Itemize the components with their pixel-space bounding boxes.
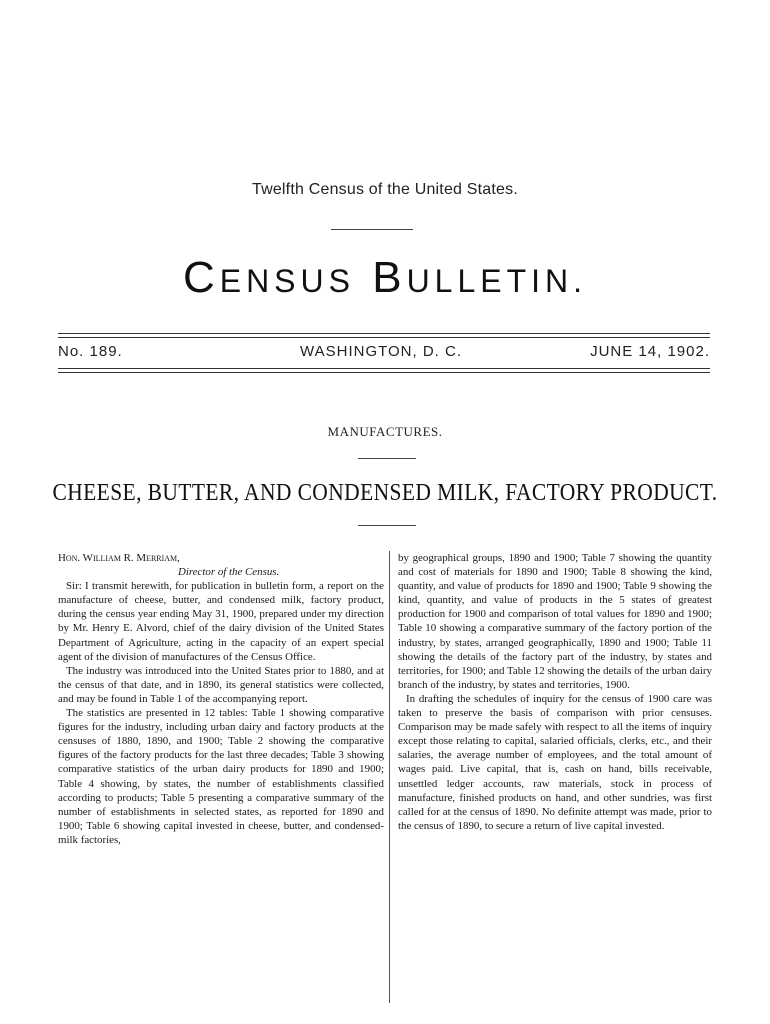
census-subtitle: Twelfth Census of the United States. (251, 181, 518, 198)
paragraph: by geographical groups, 1890 and 1900; Table 7 showing the quantity and cost of materials for 1890 and 1900; Table 8 showing the kind, quantity, and value of products for 1890 and 1900; Table 9 showing the kind, quantity, and value of products in the 5 states of greatest production for 1900 and comparison of total values for 1890 and 1900; Table 10 showing a comparative summary of the factory portion of the industry, by states, arranged geographically, 1890 and 1900; Table 11 showing the details of the factory part of the industry, by states and territories, for 1900; and Table 12 showing the details of the urban dairy branch of the industry, by states and territories, 1900. (398, 552, 712, 691)
paragraph: Sir: I transmit herewith, for publication in bulletin form, a report on the manufacture of cheese, butter, and condensed milk, factory product, during the census year ending May 31, 1900, prepared under my direction by Mr. Henry E. Alvord, chief of the dairy division of the United States Department of Agriculture, acting in the capacity of an expert special agent of the division of manufactures of the Census Office. (58, 580, 384, 663)
divider-rule (358, 525, 416, 526)
masthead (58, 343, 710, 365)
letter-addressee-title: Director of the Census. (178, 566, 280, 579)
title-ensus: ENSUS (219, 263, 355, 299)
bulletin-place: WASHINGTON, D. C. (300, 343, 463, 360)
paragraph: The statistics are presented in 12 tables: Table 1 showing comparative figures for the industry, including urban dairy and factory products at the censuses of 1880, 1890, and 1900; Table 2 showing the comparative figures of the factory products for the last three decades; Table 3 showing comparative statistics of the urban dairy products for 1890 and 1900; Table 4 showing, by states, the number of establishments classified according to products; Table 5 presenting a comparative summary of the number of establishments in selected states, as reported for 1890 and 1900; Table 6 showing capital invested in cheese, butter, and condensed-milk factories, (58, 707, 384, 846)
right-column (398, 551, 712, 833)
title-letter-b: B (372, 253, 407, 302)
section-heading: MANUFACTURES. (327, 424, 443, 439)
report-headline: CHEESE, BUTTER, AND CONDENSED MILK, FACTORY PRODUCT. (52, 478, 718, 506)
divider-rule (358, 458, 416, 459)
bulletin-number: No. 189. (58, 343, 123, 360)
bulletin-title (0, 252, 770, 307)
masthead-bottom-rule (58, 368, 710, 373)
left-column (58, 551, 384, 847)
paragraph: In drafting the schedules of inquiry for the census of 1900 care was taken to preserve the basis of comparison with prior censuses. Comparison may be made safely with respect to all the items of inquiry except those relating to capital, salaried officials, clerks, etc., and their salaries, the average number of employees, and the total amount of wages paid. Live capital, that is, cash on hand, bills receivable, unsettled ledger accounts, raw materials, stock in process of manufacture, finished products on hand, and other sundries, was first called for at the census of 1890. No definite attempt was made, prior to the census of 1890, to secure a return of live capital invested. (398, 692, 712, 832)
paragraph: The industry was introduced into the United States prior to 1880, and at the census of that date, and in 1890, its general statistics were collected, and may be found in Table 1 of the accompanying report. (58, 664, 384, 705)
divider-rule (331, 229, 413, 230)
letter-addressee: Hon. William R. Merriam, (58, 552, 180, 564)
title-letter-c: C (182, 253, 220, 302)
column-divider (389, 551, 390, 1003)
bulletin-date: JUNE 14, 1902. (590, 343, 710, 360)
title-ulletin: ULLETIN. (406, 263, 588, 299)
masthead-top-rule (58, 333, 710, 338)
